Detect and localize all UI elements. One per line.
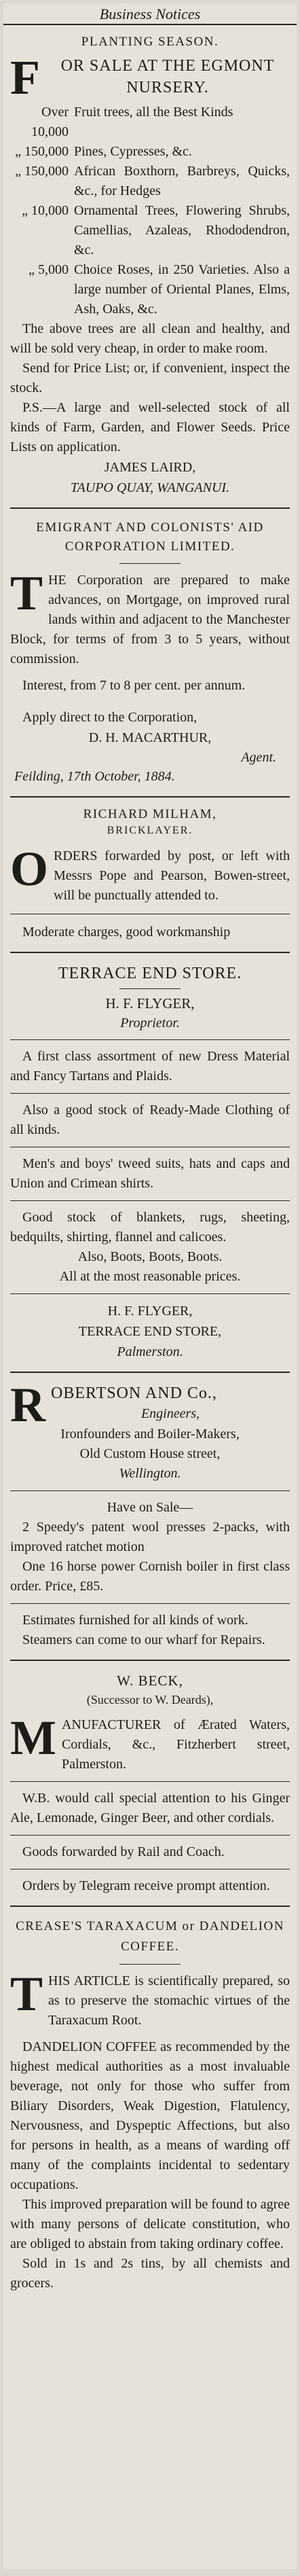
ad-body: P.S.—A large and well-selected stock of all kinds of Farm, Garden, and Flower Seeds. Price Lists on application. <box>10 400 290 454</box>
list-item: „ 10,000 Ornamental Trees, Flowering Shrubs, Camellias, Azaleas, Rhododendron, &c. <box>22 203 290 257</box>
list-item: Over 10,000 Fruit trees, all the Best Kinds <box>31 105 233 139</box>
divider <box>10 1200 290 1201</box>
ad-body: HE Corporation are prepared to make advances, on Mortgage, on improved rural lands within and adjacent to the Manchester Block, for terms of from 3 to 5 years, without commission. <box>10 573 290 666</box>
ad-date: Feilding, 17th October, 1884. <box>14 769 175 784</box>
ad-body: Good stock of blankets, rugs, sheeting, bedquilts, shirting, flannel and calicoes. <box>10 1210 290 1245</box>
signature-name: JAMES LAIRD, <box>104 460 196 475</box>
ad-body: Moderate charges, good workmanship <box>22 925 231 940</box>
ad-body: ANUFACTURER of Ærated Waters, Cordials, &c., Fitzherbert street, Palmerston. <box>61 1717 290 1772</box>
ad-title: EMIGRANT AND COLONISTS' AID CORPORATION LIMITED. <box>36 520 264 554</box>
drop-cap: R <box>10 1378 45 1432</box>
stock-list <box>10 103 290 319</box>
ad-line: Wellington. <box>119 1466 181 1481</box>
ad-aid-corporation <box>10 518 290 787</box>
proprietor-title: Proprietor. <box>120 1016 180 1031</box>
divider <box>10 796 290 798</box>
list-item: „ 5,000 Choice Roses, in 250 Varieties. Also a large number of Oriental Planes, Elms, Ash, Oaks, &c. <box>29 262 290 317</box>
divider <box>10 952 290 953</box>
divider <box>10 1603 290 1604</box>
ad-egmont-nursery <box>10 32 290 498</box>
drop-cap: M <box>10 1711 56 1765</box>
divider <box>10 1906 290 1907</box>
ad-body: Men's and boys' tweed suits, hats and caps and Union and Crimean shirts. <box>10 1156 290 1191</box>
divider <box>10 1835 290 1836</box>
ad-body: Orders by Telegram receive prompt attention. <box>22 1878 270 1893</box>
divider <box>10 1490 290 1491</box>
ad-body: The above trees are all clean and healthy, and will be sold very cheap, in order to make room. <box>10 321 290 356</box>
ad-subtitle: BRICKLAYER. <box>107 825 193 836</box>
ad-body: Goods forwarded by Rail and Coach. <box>22 1844 225 1859</box>
divider <box>119 988 181 989</box>
drop-cap: O <box>10 842 49 896</box>
ad-body: Interest, from 7 to 8 per cent. per annum. <box>22 678 246 693</box>
ad-dandelion-coffee <box>10 1916 290 2293</box>
divider <box>10 1781 290 1782</box>
divider <box>10 1869 290 1870</box>
ad-body: Steamers can come to our wharf for Repairs. <box>22 1632 265 1647</box>
newspaper-page <box>3 3 297 2569</box>
ad-title: RICHARD MILHAM, <box>83 807 217 821</box>
ad-subtitle: (Successor to W. Deards), <box>86 1693 214 1706</box>
divider <box>119 1964 181 1965</box>
divider <box>119 563 181 564</box>
ad-body: RDERS forwarded by post, or left with Messrs Pope and Pearson, Bowen-street, will be punctually attended to. <box>54 848 290 903</box>
ad-title: TERRACE END STORE. <box>58 965 242 982</box>
divider <box>3 24 297 25</box>
list-item: „ 150,000 African Boxthorn, Barbreys, Quicks, &c., for Hedges <box>15 164 290 198</box>
ad-terrace-end-store <box>10 963 290 1362</box>
ad-body: Also a good stock of Ready-Made Clothing of all kinds. <box>10 1103 290 1137</box>
ad-body: Estimates furnished for all kinds of work. <box>22 1613 248 1628</box>
ad-line: Ironfounders and Boiler-Makers, <box>60 1427 240 1442</box>
ad-body: DANDELION COFFEE as recommended by the highest medical authorities as a most invaluable beverage, not only for those who suffer from Biliary Disorders, Weak Digestion, Flatulency, Nervousness, and Dyspeptic Affections, but also for persons in health, as a means of warding off many of the complaints incidental to sedentary occupations. <box>10 2039 290 2192</box>
drop-cap: T <box>10 1967 43 2021</box>
divider <box>10 1293 290 1294</box>
signature-store: TERRACE END STORE, <box>78 1324 222 1339</box>
divider <box>10 1093 290 1094</box>
ad-headline: OR SALE AT THE EGMONT NURSERY. <box>60 57 275 96</box>
ad-robertson-co <box>10 1378 290 1650</box>
ad-body: Have on Sale— <box>107 1500 193 1515</box>
agent-title: Agent. <box>241 750 276 765</box>
agent-name: D. H. MACARTHUR, <box>88 730 212 745</box>
ad-body: This improved preparation will be found to agree with many persons of delicate constitution, who are obliged to abstain from taking ordinary coffee. <box>10 2197 290 2251</box>
ad-headline: OBERTSON AND Co., <box>51 1384 217 1402</box>
ad-body: 2 Speedy's patent wool presses 2-packs, with improved ratchet motion <box>10 1520 290 1554</box>
ad-body: Sold in 1s and 2s tins, by all chemists and grocers. <box>10 2256 290 2291</box>
ad-body: One 16 horse power Cornish boiler in first class order. Price, £85. <box>10 1559 290 1594</box>
drop-cap: F <box>10 50 40 105</box>
divider <box>10 1660 290 1661</box>
ad-richard-milham <box>10 807 290 942</box>
ad-body: A first class assortment of new Dress Material and Fancy Tartans and Plaids. <box>10 1049 290 1084</box>
divider <box>10 507 290 509</box>
ad-body: Send for Price List; or, if convenient, inspect the stock. <box>10 361 290 395</box>
ad-line: Old Custom House street, <box>79 1446 221 1461</box>
divider <box>10 1039 290 1040</box>
ad-title: W. BECK, <box>117 1672 183 1689</box>
proprietor-name: H. F. FLYGER, <box>105 995 195 1012</box>
signature-place: TAUPO QUAY, WANGANUI. <box>70 480 230 495</box>
signature-name: H. F. FLYGER, <box>107 1304 193 1319</box>
drop-cap: T <box>10 566 43 620</box>
ad-line: Engineers, <box>140 1406 200 1421</box>
ad-title: PLANTING SEASON. <box>81 35 219 49</box>
list-item: „ 150,000 Pines, Cypresses, &c. <box>15 144 192 159</box>
ad-title: CREASE'S TARAXACUM or DANDELION COFFEE. <box>16 1919 284 1954</box>
ad-body: W.B. would call special attention to his Ginger Ale, Lemonade, Ginger Beer, and other cordials. <box>10 1791 290 1825</box>
ad-body: All at the most reasonable prices. <box>59 1269 241 1284</box>
signature-place: Palmerston. <box>117 1344 183 1359</box>
divider <box>10 1372 290 1373</box>
section-heading: Business Notices <box>99 5 201 22</box>
ad-body: Apply direct to the Corporation, <box>22 710 198 725</box>
ad-body: HIS ARTICLE is scientifically prepared, so as to preserve the stomachic virtues of the Taraxacum Root. <box>48 1973 290 2028</box>
ad-w-beck <box>10 1670 290 1896</box>
ad-body: Also, Boots, Boots, Boots. <box>77 1249 223 1264</box>
